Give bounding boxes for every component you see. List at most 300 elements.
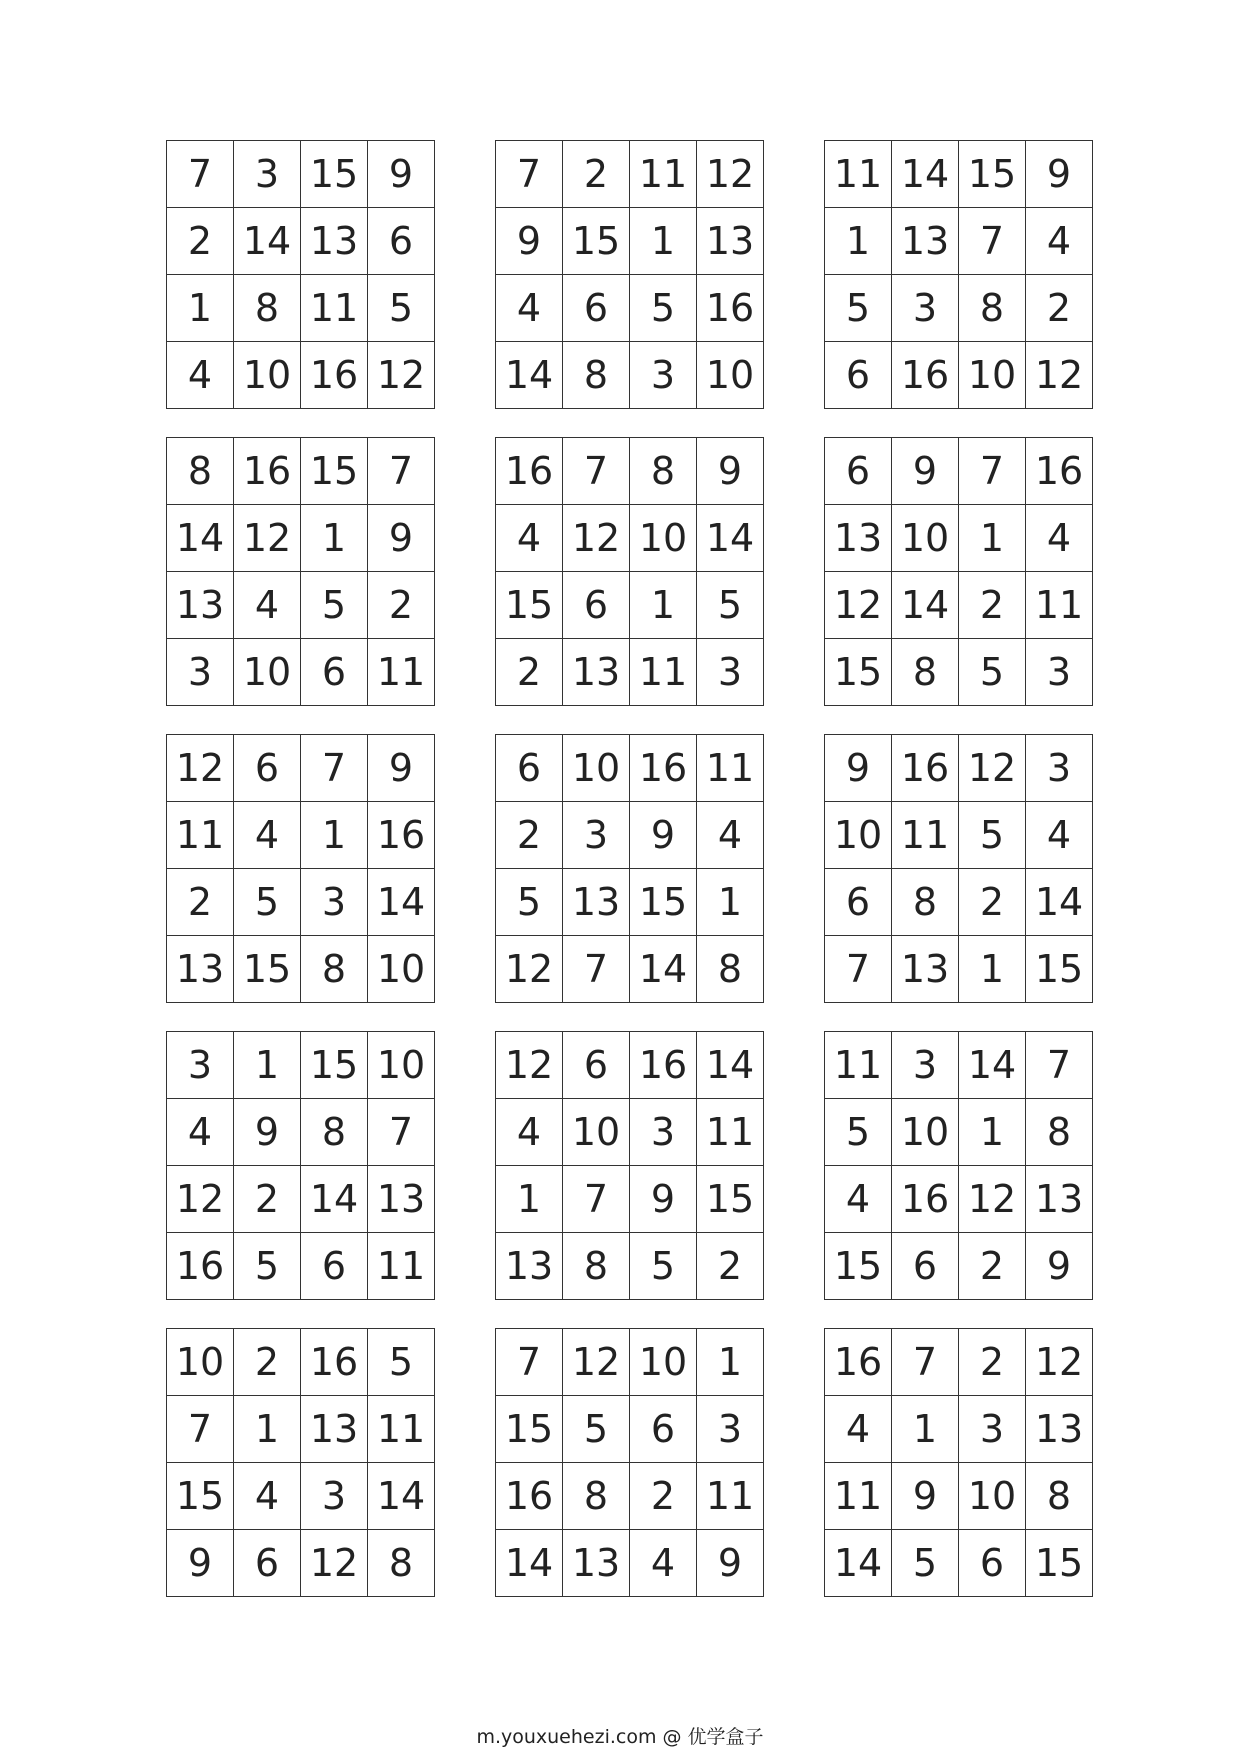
grid-row [825, 639, 1093, 706]
grid-row [496, 1396, 764, 1463]
grid-cell: 16 [892, 735, 959, 802]
grid-cell: 6 [630, 1396, 697, 1463]
grid-row [825, 1166, 1093, 1233]
grid-cell: 13 [496, 1233, 563, 1300]
grid-cell: 13 [368, 1166, 435, 1233]
grid-cell: 12 [368, 342, 435, 409]
grid-cell: 12 [697, 141, 764, 208]
grid-cell: 4 [1026, 505, 1093, 572]
grid-row [825, 438, 1093, 505]
grid-cell: 15 [301, 438, 368, 505]
grid-row [496, 1329, 764, 1396]
grid-cell: 8 [892, 639, 959, 706]
grid-cell: 14 [697, 505, 764, 572]
grid-row [825, 1233, 1093, 1300]
grid-cell: 10 [825, 802, 892, 869]
grid-cell: 3 [563, 802, 630, 869]
grid-cell: 7 [563, 936, 630, 1003]
grid-cell: 2 [496, 802, 563, 869]
grid-cell: 4 [496, 1099, 563, 1166]
grid-cell: 14 [959, 1032, 1026, 1099]
grid-cell: 16 [234, 438, 301, 505]
grid-cell: 5 [301, 572, 368, 639]
grid-cell: 6 [368, 208, 435, 275]
grid-cell: 14 [697, 1032, 764, 1099]
grid-cell: 5 [630, 275, 697, 342]
grid-row [496, 802, 764, 869]
grid-cell: 4 [697, 802, 764, 869]
footer-credit: m.youxuehezi.com @ 优学盒子 [476, 1726, 764, 1748]
grid-cell: 15 [496, 1396, 563, 1463]
grid-cell: 2 [959, 572, 1026, 639]
grid-cell: 6 [825, 869, 892, 936]
grid-cell: 15 [1026, 936, 1093, 1003]
grid-row [496, 505, 764, 572]
grid-row [496, 869, 764, 936]
grid-cell: 16 [892, 342, 959, 409]
grid-cell: 11 [1026, 572, 1093, 639]
grid-cell: 9 [368, 141, 435, 208]
grid-cell: 13 [167, 572, 234, 639]
grid-cell: 10 [892, 1099, 959, 1166]
grid-cell: 14 [892, 141, 959, 208]
grid-row [825, 505, 1093, 572]
grid-cell: 15 [234, 936, 301, 1003]
grid-cell: 12 [301, 1530, 368, 1597]
grid-cell: 2 [959, 1329, 1026, 1396]
grid-cell: 12 [234, 505, 301, 572]
grid-cell: 8 [234, 275, 301, 342]
grid-row [167, 869, 435, 936]
grid-cell: 11 [368, 639, 435, 706]
grid-cell: 12 [167, 735, 234, 802]
grid-cell: 10 [167, 1329, 234, 1396]
grid-cell: 8 [368, 1530, 435, 1597]
grid-cell: 9 [630, 1166, 697, 1233]
grid-cell: 11 [167, 802, 234, 869]
grid-cell: 14 [301, 1166, 368, 1233]
grid-cell: 14 [630, 936, 697, 1003]
grid-row [825, 342, 1093, 409]
grid-cell: 8 [1026, 1463, 1093, 1530]
grid-cell: 7 [563, 438, 630, 505]
grid-cell: 4 [234, 1463, 301, 1530]
grid-cell: 13 [301, 208, 368, 275]
grid-row [167, 342, 435, 409]
grid-cell: 3 [959, 1396, 1026, 1463]
grid-cell: 11 [697, 735, 764, 802]
grid-row [167, 1166, 435, 1233]
grid-row [496, 141, 764, 208]
grid-row [825, 1329, 1093, 1396]
grid-cell: 6 [892, 1233, 959, 1300]
grid-cell: 3 [630, 1099, 697, 1166]
grid-cell: 3 [1026, 639, 1093, 706]
grid-row [167, 1233, 435, 1300]
number-grid-5 [495, 437, 764, 706]
grid-cell: 14 [892, 572, 959, 639]
grid-row [167, 1329, 435, 1396]
grid-cell: 6 [959, 1530, 1026, 1597]
grid-cell: 14 [1026, 869, 1093, 936]
grid-cell: 1 [697, 869, 764, 936]
grid-cell: 4 [825, 1396, 892, 1463]
grid-row [496, 275, 764, 342]
grid-cell: 1 [630, 208, 697, 275]
grid-cell: 4 [234, 572, 301, 639]
grid-row [167, 639, 435, 706]
grid-cell: 7 [496, 141, 563, 208]
grid-cell: 4 [825, 1166, 892, 1233]
grid-cell: 6 [234, 1530, 301, 1597]
number-grid-7 [166, 734, 435, 1003]
grid-row [167, 438, 435, 505]
grid-cell: 12 [563, 505, 630, 572]
grid-cell: 15 [301, 1032, 368, 1099]
grid-row [496, 208, 764, 275]
number-grid-15 [824, 1328, 1093, 1597]
grid-cell: 8 [563, 342, 630, 409]
grid-cell: 2 [959, 869, 1026, 936]
grid-cell: 14 [167, 505, 234, 572]
grid-cell: 1 [630, 572, 697, 639]
grid-row [167, 735, 435, 802]
grid-row [825, 936, 1093, 1003]
grid-cell: 1 [301, 802, 368, 869]
grid-cell: 2 [234, 1329, 301, 1396]
grid-cell: 7 [1026, 1032, 1093, 1099]
grid-cell: 9 [630, 802, 697, 869]
grid-cell: 1 [959, 505, 1026, 572]
grid-cell: 11 [697, 1463, 764, 1530]
grid-cell: 14 [496, 1530, 563, 1597]
grid-cell: 9 [234, 1099, 301, 1166]
grid-cell: 2 [959, 1233, 1026, 1300]
grid-cell: 11 [892, 802, 959, 869]
grid-row [825, 1530, 1093, 1597]
grid-cell: 1 [167, 275, 234, 342]
grid-cell: 7 [563, 1166, 630, 1233]
grid-cell: 3 [167, 1032, 234, 1099]
grid-cell: 5 [630, 1233, 697, 1300]
grid-cell: 1 [496, 1166, 563, 1233]
grid-cell: 6 [563, 1032, 630, 1099]
grid-cell: 10 [234, 639, 301, 706]
grid-row [825, 572, 1093, 639]
grid-cell: 8 [630, 438, 697, 505]
grid-cell: 3 [892, 275, 959, 342]
grid-cell: 6 [301, 639, 368, 706]
grid-row [825, 141, 1093, 208]
grid-cell: 10 [959, 1463, 1026, 1530]
grid-cell: 7 [301, 735, 368, 802]
grid-cell: 15 [563, 208, 630, 275]
grid-cell: 8 [959, 275, 1026, 342]
grid-cell: 4 [167, 342, 234, 409]
grid-cell: 3 [301, 869, 368, 936]
grid-row [496, 936, 764, 1003]
grid-row [496, 438, 764, 505]
grid-cell: 10 [234, 342, 301, 409]
grid-row [167, 1032, 435, 1099]
grid-row [167, 505, 435, 572]
grid-cell: 11 [630, 639, 697, 706]
grid-cell: 1 [825, 208, 892, 275]
grid-cell: 10 [630, 505, 697, 572]
grid-row [496, 1166, 764, 1233]
grid-row [167, 275, 435, 342]
number-grid-8 [495, 734, 764, 1003]
grid-cell: 10 [368, 936, 435, 1003]
number-grid-3 [824, 140, 1093, 409]
grid-cell: 6 [825, 342, 892, 409]
grid-cell: 13 [563, 869, 630, 936]
grid-cell: 7 [959, 208, 1026, 275]
grid-cell: 13 [825, 505, 892, 572]
grid-cell: 5 [825, 275, 892, 342]
number-grid-13 [166, 1328, 435, 1597]
grid-cell: 1 [959, 936, 1026, 1003]
grid-row [496, 1463, 764, 1530]
grid-cell: 10 [959, 342, 1026, 409]
grid-cell: 11 [825, 1032, 892, 1099]
grid-cell: 13 [167, 936, 234, 1003]
grid-row [167, 1396, 435, 1463]
grid-cell: 9 [697, 1530, 764, 1597]
grid-cell: 2 [496, 639, 563, 706]
grid-cell: 5 [563, 1396, 630, 1463]
grid-cell: 4 [1026, 208, 1093, 275]
grid-cell: 16 [496, 1463, 563, 1530]
grid-cell: 14 [234, 208, 301, 275]
grid-cell: 2 [563, 141, 630, 208]
grid-cell: 11 [368, 1396, 435, 1463]
grid-cell: 4 [496, 505, 563, 572]
grid-cell: 5 [825, 1099, 892, 1166]
grid-row [496, 639, 764, 706]
grid-cell: 13 [1026, 1166, 1093, 1233]
grid-cell: 6 [496, 735, 563, 802]
grid-cell: 8 [697, 936, 764, 1003]
grid-cell: 11 [301, 275, 368, 342]
grid-cell: 3 [697, 1396, 764, 1463]
grid-cell: 2 [630, 1463, 697, 1530]
grid-cell: 5 [496, 869, 563, 936]
grid-row [496, 342, 764, 409]
number-grid-6 [824, 437, 1093, 706]
grid-cell: 4 [234, 802, 301, 869]
grid-cell: 5 [234, 1233, 301, 1300]
grid-cell: 15 [825, 639, 892, 706]
grid-cell: 16 [301, 342, 368, 409]
grid-cell: 10 [368, 1032, 435, 1099]
grid-cell: 12 [496, 936, 563, 1003]
grid-cell: 6 [234, 735, 301, 802]
grid-cell: 1 [234, 1032, 301, 1099]
grid-cell: 2 [234, 1166, 301, 1233]
grid-cell: 5 [368, 1329, 435, 1396]
grid-cell: 9 [368, 505, 435, 572]
grid-cell: 15 [496, 572, 563, 639]
grid-cell: 16 [630, 735, 697, 802]
grid-cell: 15 [167, 1463, 234, 1530]
grid-cell: 7 [368, 438, 435, 505]
grid-cell: 1 [892, 1396, 959, 1463]
grid-cell: 12 [1026, 342, 1093, 409]
grid-cell: 7 [959, 438, 1026, 505]
grid-cell: 2 [697, 1233, 764, 1300]
grid-cell: 7 [496, 1329, 563, 1396]
grid-row [496, 572, 764, 639]
number-grid-9 [824, 734, 1093, 1003]
grid-row [825, 869, 1093, 936]
grid-cell: 5 [368, 275, 435, 342]
grid-cell: 16 [697, 275, 764, 342]
number-grid-10 [166, 1031, 435, 1300]
grid-cell: 6 [563, 572, 630, 639]
grid-cell: 10 [630, 1329, 697, 1396]
grid-cell: 14 [368, 869, 435, 936]
grid-cell: 9 [892, 438, 959, 505]
grid-cell: 16 [825, 1329, 892, 1396]
grid-cell: 13 [301, 1396, 368, 1463]
grid-cell: 4 [167, 1099, 234, 1166]
grid-cell: 7 [167, 1396, 234, 1463]
grid-cell: 4 [496, 275, 563, 342]
grid-cell: 9 [825, 735, 892, 802]
grid-cell: 2 [167, 208, 234, 275]
grid-cell: 11 [630, 141, 697, 208]
grid-row [825, 275, 1093, 342]
grid-cell: 8 [563, 1463, 630, 1530]
grid-cell: 3 [167, 639, 234, 706]
grid-cell: 14 [496, 342, 563, 409]
grid-row [496, 735, 764, 802]
number-grid-1 [166, 140, 435, 409]
grid-cell: 13 [563, 639, 630, 706]
grid-row [825, 1099, 1093, 1166]
grid-cell: 12 [167, 1166, 234, 1233]
grid-row [167, 572, 435, 639]
grid-cell: 2 [1026, 275, 1093, 342]
grid-cell: 9 [496, 208, 563, 275]
grid-cell: 15 [825, 1233, 892, 1300]
grid-cell: 1 [697, 1329, 764, 1396]
grid-cell: 8 [167, 438, 234, 505]
grid-cell: 6 [563, 275, 630, 342]
grid-cell: 16 [496, 438, 563, 505]
grid-cell: 2 [368, 572, 435, 639]
grid-cell: 13 [892, 936, 959, 1003]
grid-cell: 4 [630, 1530, 697, 1597]
grid-cell: 9 [1026, 141, 1093, 208]
grid-cell: 16 [1026, 438, 1093, 505]
grid-cell: 5 [892, 1530, 959, 1597]
grid-cell: 8 [563, 1233, 630, 1300]
puzzle-grid-area [166, 140, 1096, 1600]
grid-row [825, 208, 1093, 275]
grid-cell: 1 [959, 1099, 1026, 1166]
grid-cell: 5 [959, 639, 1026, 706]
grid-cell: 12 [563, 1329, 630, 1396]
grid-cell: 8 [301, 936, 368, 1003]
grid-cell: 1 [234, 1396, 301, 1463]
grid-cell: 3 [1026, 735, 1093, 802]
grid-cell: 4 [1026, 802, 1093, 869]
grid-row [167, 802, 435, 869]
grid-cell: 9 [892, 1463, 959, 1530]
grid-row [167, 208, 435, 275]
grid-cell: 9 [368, 735, 435, 802]
number-grid-2 [495, 140, 764, 409]
number-grid-4 [166, 437, 435, 706]
grid-cell: 12 [496, 1032, 563, 1099]
grid-cell: 8 [301, 1099, 368, 1166]
grid-cell: 5 [959, 802, 1026, 869]
grid-cell: 16 [301, 1329, 368, 1396]
grid-cell: 10 [563, 1099, 630, 1166]
grid-cell: 3 [892, 1032, 959, 1099]
grid-cell: 9 [697, 438, 764, 505]
grid-cell: 12 [825, 572, 892, 639]
grid-cell: 7 [825, 936, 892, 1003]
grid-cell: 13 [697, 208, 764, 275]
grid-cell: 3 [697, 639, 764, 706]
grid-cell: 9 [1026, 1233, 1093, 1300]
grid-row [167, 141, 435, 208]
grid-cell: 5 [234, 869, 301, 936]
number-grid-12 [824, 1031, 1093, 1300]
grid-row [825, 1463, 1093, 1530]
grid-row [825, 1032, 1093, 1099]
grid-cell: 15 [630, 869, 697, 936]
grid-row [825, 1396, 1093, 1463]
grid-cell: 14 [368, 1463, 435, 1530]
grid-cell: 1 [301, 505, 368, 572]
grid-cell: 10 [892, 505, 959, 572]
grid-cell: 11 [825, 1463, 892, 1530]
grid-cell: 10 [697, 342, 764, 409]
grid-cell: 12 [1026, 1329, 1093, 1396]
grid-cell: 9 [167, 1530, 234, 1597]
grid-cell: 11 [825, 141, 892, 208]
grid-cell: 6 [825, 438, 892, 505]
number-grid-11 [495, 1031, 764, 1300]
grid-cell: 2 [167, 869, 234, 936]
grid-row [167, 936, 435, 1003]
grid-cell: 13 [1026, 1396, 1093, 1463]
grid-cell: 13 [563, 1530, 630, 1597]
grid-cell: 15 [697, 1166, 764, 1233]
grid-cell: 7 [368, 1099, 435, 1166]
grid-cell: 7 [892, 1329, 959, 1396]
grid-cell: 3 [234, 141, 301, 208]
grid-cell: 10 [563, 735, 630, 802]
grid-cell: 12 [959, 1166, 1026, 1233]
grid-row [496, 1099, 764, 1166]
grid-cell: 8 [892, 869, 959, 936]
grid-cell: 8 [1026, 1099, 1093, 1166]
grid-cell: 16 [630, 1032, 697, 1099]
grid-row [167, 1463, 435, 1530]
grid-cell: 6 [301, 1233, 368, 1300]
grid-cell: 16 [892, 1166, 959, 1233]
grid-cell: 15 [1026, 1530, 1093, 1597]
grid-row [167, 1099, 435, 1166]
grid-row [496, 1233, 764, 1300]
grid-cell: 16 [368, 802, 435, 869]
grid-row [496, 1032, 764, 1099]
